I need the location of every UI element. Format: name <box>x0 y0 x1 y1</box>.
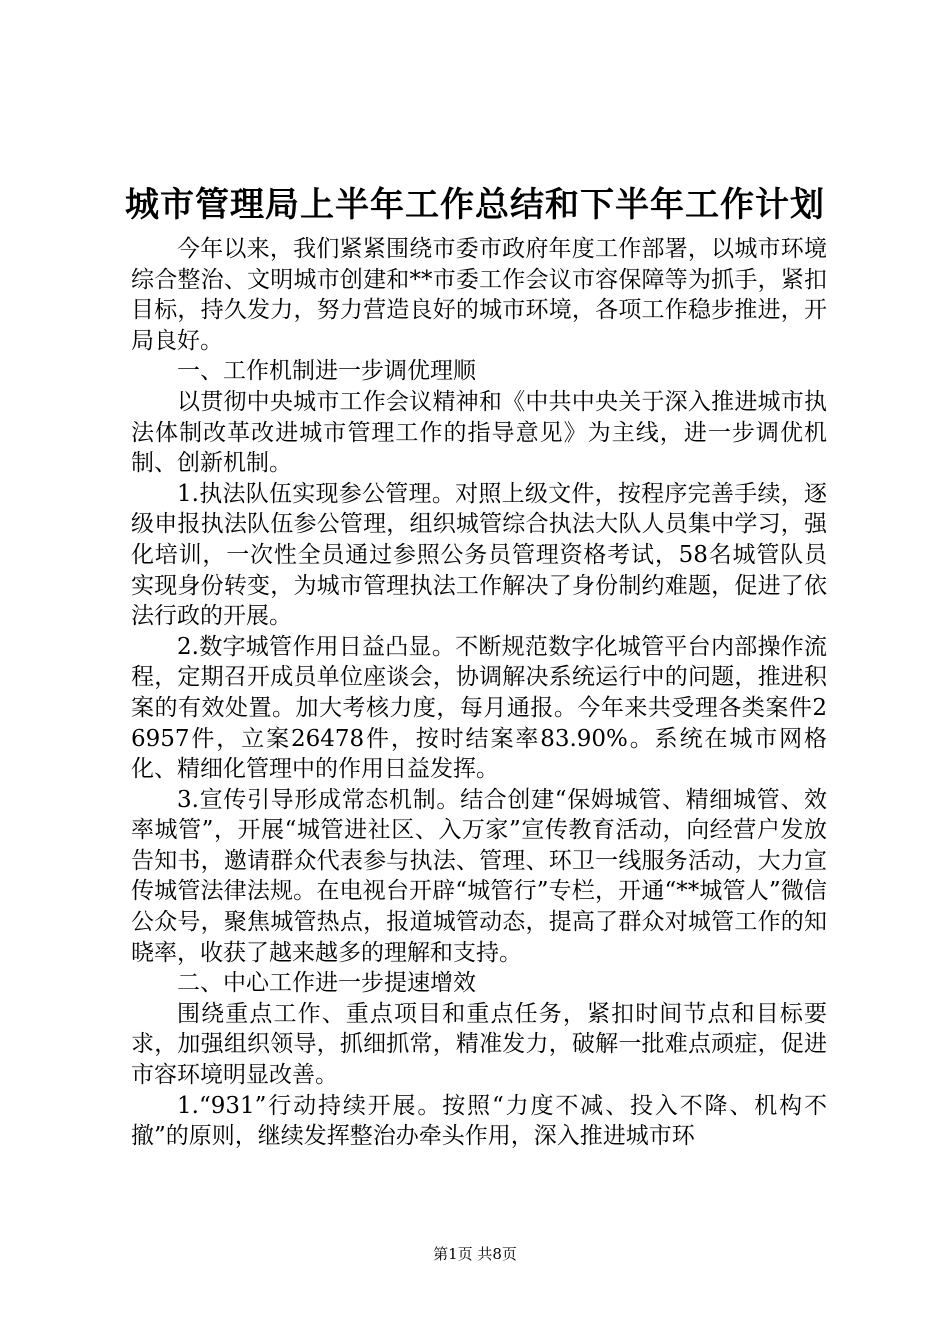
document-title: 城市管理局上半年工作总结和下半年工作计划 <box>125 185 825 225</box>
paragraph-item-1-2: 2.数字城管作用日益凸显。不断规范数字化城管平台内部操作流程，定期召开成员单位座谈会，协调解决系统运行中的问题，推进积案的有效处置。加大考核力度，每月通报。今年来共受理各类案件26957件，立案26478件，按时结案率83.90%。系统在城市网格化、精细化管理中的作用日益发挥。 <box>131 633 827 783</box>
paragraph-intro: 今年以来，我们紧紧围绕市委市政府年度工作部署，以城市环境综合整治、文明城市创建和**市委工作会议市容保障等为抓手，紧扣目标，持久发力，努力营造良好的城市环境，各项工作稳步推进，开局良好。 <box>131 236 827 354</box>
document-body <box>131 234 827 1152</box>
paragraph-item-1-1: 1.执法队伍实现参公管理。对照上级文件，按程序完善手续，逐级申报执法队伍参公管理，组织城管综合执法大队人员集中学习，强化培训，一次性全员通过参照公务员管理资格考试，58名城管队员实现身份转变，为城市管理执法工作解决了身份制约难题，促进了依法行政的开展。 <box>131 480 827 630</box>
page-number-footer: 第1页 共8页 <box>433 1245 517 1263</box>
paragraph-section-2-intro: 围绕重点工作、重点项目和重点任务，紧扣时间节点和目标要求，加强组织领导，抓细抓常，精准发力，破解一批难点顽症，促进市容环境明显改善。 <box>131 1000 827 1089</box>
paragraph-item-1-3: 3.宣传引导形成常态机制。结合创建“保姆城管、精细城管、效率城管”，开展“城管进社区、入万家”宣传教育活动，向经营户发放告知书，邀请群众代表参与执法、管理、环卫一线服务活动，大力宣传城管法律法规。在电视台开辟“城管行”专栏，开通“**城管人”微信公众号，聚焦城管热点，报道城管动态，提高了群众对城管工作的知晓率，收获了越来越多的理解和支持。 <box>131 786 827 966</box>
section-heading-2: 二、中心工作进一步提速增效 <box>177 970 476 997</box>
section-heading-1: 一、工作机制进一步调优理顺 <box>177 358 476 385</box>
paragraph-item-2-1: 1.“931”行动持续开展。按照“力度不减、投入不降、机构不撤”的原则，继续发挥整治办牵头作用，深入推进城市环 <box>131 1092 827 1150</box>
paragraph-section-1-intro: 以贯彻中央城市工作会议精神和《中共中央关于深入推进城市执法体制改革改进城市管理工作的指导意见》为主线，进一步调优机制、创新机制。 <box>131 388 827 477</box>
